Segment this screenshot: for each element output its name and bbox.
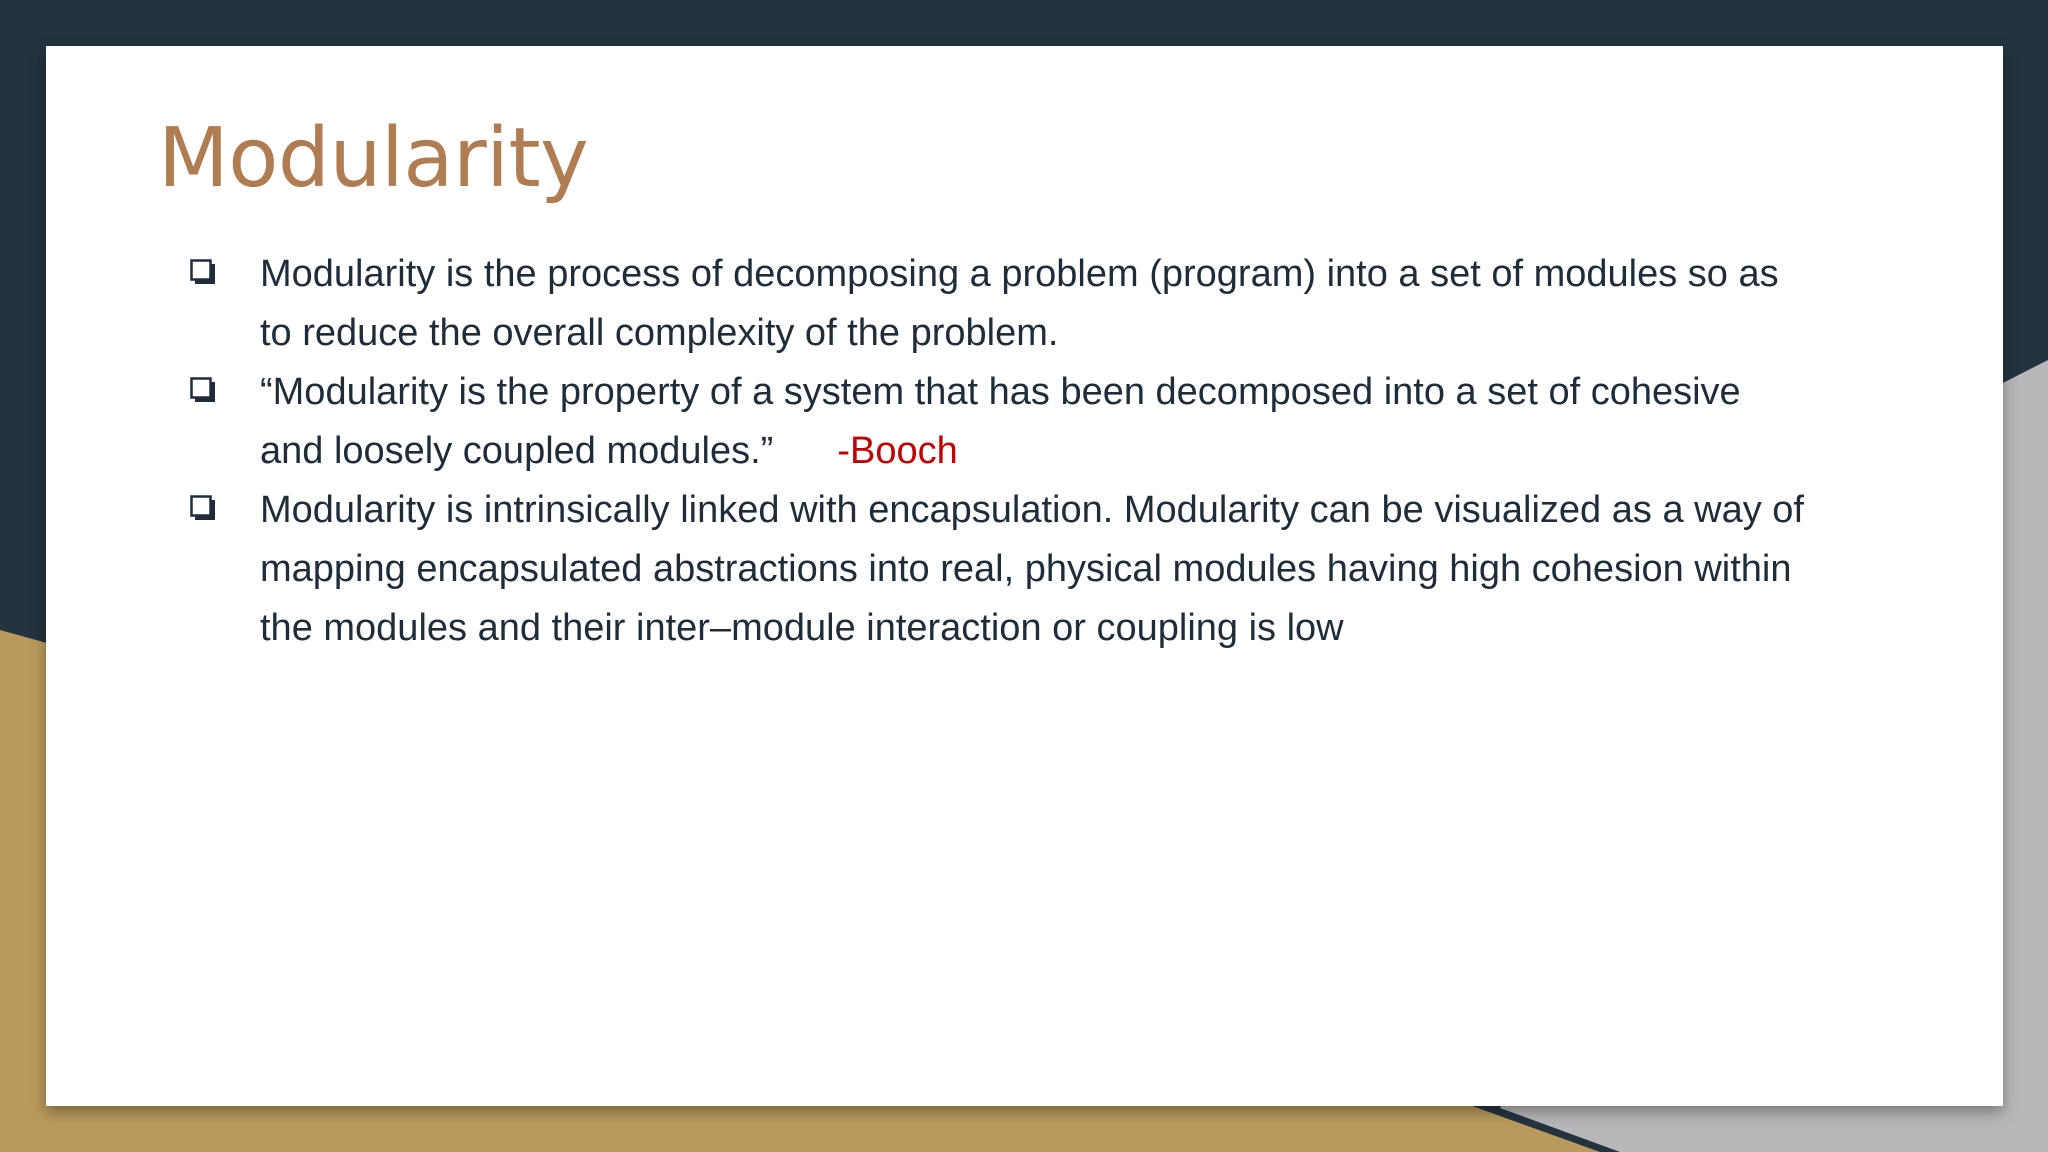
bullet-item	[190, 245, 1810, 363]
quote-author: -Booch	[837, 430, 958, 472]
checkbox-bullet-icon	[190, 495, 216, 521]
bullet-list	[190, 245, 1810, 658]
bullet-text: “Modularity is the property of a system that has been decomposed into a set of cohesive and loosely coupled modules.”	[260, 371, 1741, 472]
bullet-item	[190, 363, 1810, 481]
bullet-item	[190, 481, 1810, 658]
checkbox-bullet-icon	[190, 377, 216, 403]
bullet-text: Modularity is intrinsically linked with encapsulation. Modularity can be visualized as a way of mapping encapsulated abstractions into real, physical modules having high cohesion within the modules and their inter–module interaction or coupling is low	[260, 489, 1804, 649]
checkbox-bullet-icon	[190, 259, 216, 285]
bullet-text: Modularity is the process of decomposing a problem (program) into a set of modules so as to reduce the overall complexity of the problem.	[260, 253, 1779, 354]
slide-title: Modularity	[158, 111, 589, 206]
